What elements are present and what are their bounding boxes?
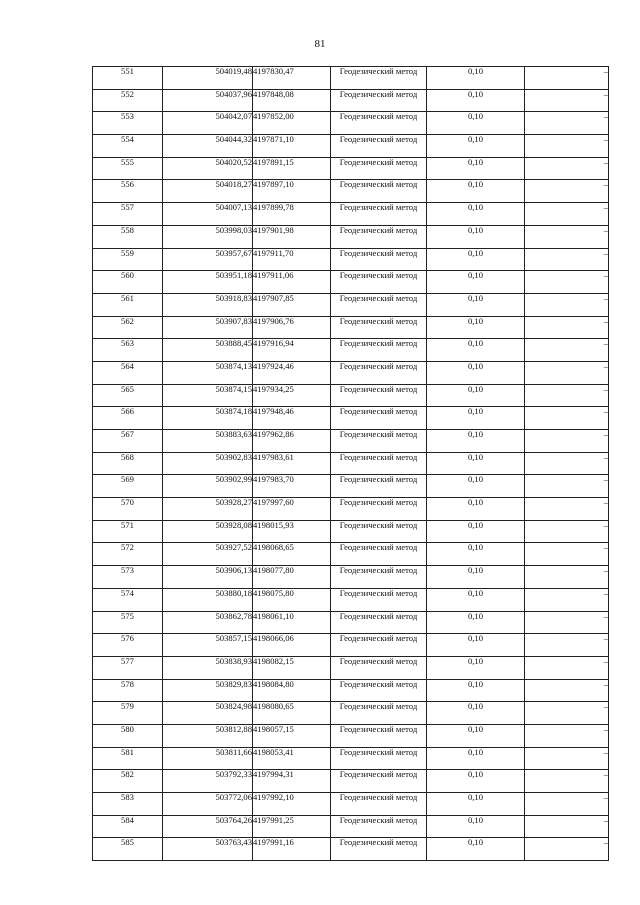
method-cell: Геодезический метод	[331, 724, 427, 747]
y-coordinate-cell: 4197852,00	[253, 112, 331, 135]
point-number-cell: 568	[93, 452, 163, 475]
y-coordinate-cell: 4198053,41	[253, 747, 331, 770]
table-row	[93, 180, 609, 203]
point-number-cell: 581	[93, 747, 163, 770]
point-number-cell: 584	[93, 815, 163, 838]
method-cell: Геодезический метод	[331, 225, 427, 248]
note-cell: –	[525, 316, 609, 339]
table-row	[93, 135, 609, 158]
accuracy-cell: 0,10	[427, 747, 525, 770]
point-number-cell: 559	[93, 248, 163, 271]
table-row	[93, 520, 609, 543]
method-cell: Геодезический метод	[331, 656, 427, 679]
y-coordinate-cell: 4198084,80	[253, 679, 331, 702]
accuracy-cell: 0,10	[427, 770, 525, 793]
note-cell: –	[525, 89, 609, 112]
table-row	[93, 543, 609, 566]
x-coordinate-cell: 503902,99	[163, 475, 253, 498]
table-row	[93, 838, 609, 861]
note-cell: –	[525, 271, 609, 294]
table-row	[93, 203, 609, 226]
note-cell: –	[525, 793, 609, 816]
y-coordinate-cell: 4197901,98	[253, 225, 331, 248]
method-cell: Геодезический метод	[331, 611, 427, 634]
x-coordinate-cell: 503918,83	[163, 293, 253, 316]
y-coordinate-cell: 4197911,70	[253, 248, 331, 271]
point-number-cell: 558	[93, 225, 163, 248]
accuracy-cell: 0,10	[427, 452, 525, 475]
x-coordinate-cell: 503957,67	[163, 248, 253, 271]
x-coordinate-cell: 503883,63	[163, 430, 253, 453]
accuracy-cell: 0,10	[427, 611, 525, 634]
point-number-cell: 577	[93, 656, 163, 679]
y-coordinate-cell: 4197906,76	[253, 316, 331, 339]
table-row	[93, 248, 609, 271]
note-cell: –	[525, 747, 609, 770]
note-cell: –	[525, 67, 609, 90]
y-coordinate-cell: 4197897,10	[253, 180, 331, 203]
y-coordinate-cell: 4198082,15	[253, 656, 331, 679]
x-coordinate-cell: 503763,43	[163, 838, 253, 861]
method-cell: Геодезический метод	[331, 770, 427, 793]
accuracy-cell: 0,10	[427, 339, 525, 362]
accuracy-cell: 0,10	[427, 89, 525, 112]
method-cell: Геодезический метод	[331, 407, 427, 430]
x-coordinate-cell: 504042,07	[163, 112, 253, 135]
note-cell: –	[525, 815, 609, 838]
y-coordinate-cell: 4197911,06	[253, 271, 331, 294]
x-coordinate-cell: 504019,48	[163, 67, 253, 90]
point-number-cell: 551	[93, 67, 163, 90]
y-coordinate-cell: 4197899,78	[253, 203, 331, 226]
table-row	[93, 67, 609, 90]
note-cell: –	[525, 566, 609, 589]
table-row	[93, 566, 609, 589]
table-row	[93, 724, 609, 747]
point-number-cell: 565	[93, 384, 163, 407]
y-coordinate-cell: 4197948,46	[253, 407, 331, 430]
accuracy-cell: 0,10	[427, 430, 525, 453]
method-cell: Геодезический метод	[331, 634, 427, 657]
method-cell: Геодезический метод	[331, 157, 427, 180]
point-number-cell: 555	[93, 157, 163, 180]
point-number-cell: 579	[93, 702, 163, 725]
accuracy-cell: 0,10	[427, 656, 525, 679]
point-number-cell: 580	[93, 724, 163, 747]
accuracy-cell: 0,10	[427, 475, 525, 498]
x-coordinate-cell: 504007,13	[163, 203, 253, 226]
x-coordinate-cell: 503824,98	[163, 702, 253, 725]
table-row	[93, 339, 609, 362]
method-cell: Геодезический метод	[331, 89, 427, 112]
table-row	[93, 588, 609, 611]
y-coordinate-cell: 4197848,08	[253, 89, 331, 112]
y-coordinate-cell: 4197871,10	[253, 135, 331, 158]
x-coordinate-cell: 503812,88	[163, 724, 253, 747]
note-cell: –	[525, 838, 609, 861]
x-coordinate-cell: 504018,27	[163, 180, 253, 203]
table-row	[93, 271, 609, 294]
y-coordinate-cell: 4197907,85	[253, 293, 331, 316]
x-coordinate-cell: 504020,52	[163, 157, 253, 180]
point-number-cell: 572	[93, 543, 163, 566]
method-cell: Геодезический метод	[331, 316, 427, 339]
y-coordinate-cell: 4198057,15	[253, 724, 331, 747]
x-coordinate-cell: 503792,33	[163, 770, 253, 793]
y-coordinate-cell: 4197916,94	[253, 339, 331, 362]
accuracy-cell: 0,10	[427, 634, 525, 657]
method-cell: Геодезический метод	[331, 838, 427, 861]
method-cell: Геодезический метод	[331, 679, 427, 702]
point-number-cell: 554	[93, 135, 163, 158]
note-cell: –	[525, 679, 609, 702]
y-coordinate-cell: 4197997,60	[253, 498, 331, 521]
x-coordinate-cell: 503906,13	[163, 566, 253, 589]
method-cell: Геодезический метод	[331, 430, 427, 453]
x-coordinate-cell: 503927,52	[163, 543, 253, 566]
y-coordinate-cell: 4197983,70	[253, 475, 331, 498]
note-cell: –	[525, 293, 609, 316]
x-coordinate-cell: 503880,18	[163, 588, 253, 611]
accuracy-cell: 0,10	[427, 588, 525, 611]
table-row	[93, 475, 609, 498]
method-cell: Геодезический метод	[331, 112, 427, 135]
accuracy-cell: 0,10	[427, 361, 525, 384]
method-cell: Геодезический метод	[331, 498, 427, 521]
x-coordinate-cell: 503902,83	[163, 452, 253, 475]
note-cell: –	[525, 361, 609, 384]
accuracy-cell: 0,10	[427, 543, 525, 566]
method-cell: Геодезический метод	[331, 203, 427, 226]
table-row	[93, 89, 609, 112]
method-cell: Геодезический метод	[331, 543, 427, 566]
x-coordinate-cell: 504037,96	[163, 89, 253, 112]
method-cell: Геодезический метод	[331, 475, 427, 498]
note-cell: –	[525, 135, 609, 158]
y-coordinate-cell: 4198068,65	[253, 543, 331, 566]
x-coordinate-cell: 503772,06	[163, 793, 253, 816]
point-number-cell: 557	[93, 203, 163, 226]
accuracy-cell: 0,10	[427, 566, 525, 589]
table-row	[93, 452, 609, 475]
method-cell: Геодезический метод	[331, 180, 427, 203]
x-coordinate-cell: 503857,15	[163, 634, 253, 657]
note-cell: –	[525, 248, 609, 271]
note-cell: –	[525, 180, 609, 203]
accuracy-cell: 0,10	[427, 316, 525, 339]
x-coordinate-cell: 503829,83	[163, 679, 253, 702]
point-number-cell: 582	[93, 770, 163, 793]
y-coordinate-cell: 4197991,16	[253, 838, 331, 861]
note-cell: –	[525, 475, 609, 498]
note-cell: –	[525, 452, 609, 475]
table-row	[93, 407, 609, 430]
table-row	[93, 611, 609, 634]
point-number-cell: 574	[93, 588, 163, 611]
accuracy-cell: 0,10	[427, 225, 525, 248]
point-number-cell: 585	[93, 838, 163, 861]
note-cell: –	[525, 656, 609, 679]
table-row	[93, 225, 609, 248]
note-cell: –	[525, 588, 609, 611]
method-cell: Геодезический метод	[331, 702, 427, 725]
method-cell: Геодезический метод	[331, 361, 427, 384]
method-cell: Геодезический метод	[331, 815, 427, 838]
accuracy-cell: 0,10	[427, 248, 525, 271]
point-number-cell: 566	[93, 407, 163, 430]
table-row	[93, 112, 609, 135]
accuracy-cell: 0,10	[427, 384, 525, 407]
table-row	[93, 498, 609, 521]
note-cell: –	[525, 112, 609, 135]
point-number-cell: 578	[93, 679, 163, 702]
method-cell: Геодезический метод	[331, 271, 427, 294]
table-row	[93, 157, 609, 180]
note-cell: –	[525, 203, 609, 226]
note-cell: –	[525, 770, 609, 793]
method-cell: Геодезический метод	[331, 384, 427, 407]
table-row	[93, 316, 609, 339]
table-row	[93, 634, 609, 657]
x-coordinate-cell: 503874,13	[163, 361, 253, 384]
table-row	[93, 770, 609, 793]
x-coordinate-cell: 503928,08	[163, 520, 253, 543]
y-coordinate-cell: 4197830,47	[253, 67, 331, 90]
note-cell: –	[525, 157, 609, 180]
accuracy-cell: 0,10	[427, 498, 525, 521]
x-coordinate-cell: 503764,26	[163, 815, 253, 838]
point-number-cell: 564	[93, 361, 163, 384]
coordinates-table-body	[93, 67, 609, 861]
accuracy-cell: 0,10	[427, 793, 525, 816]
x-coordinate-cell: 503951,18	[163, 271, 253, 294]
note-cell: –	[525, 384, 609, 407]
y-coordinate-cell: 4198077,80	[253, 566, 331, 589]
method-cell: Геодезический метод	[331, 793, 427, 816]
method-cell: Геодезический метод	[331, 588, 427, 611]
point-number-cell: 569	[93, 475, 163, 498]
point-number-cell: 571	[93, 520, 163, 543]
x-coordinate-cell: 503998,03	[163, 225, 253, 248]
x-coordinate-cell: 503862,78	[163, 611, 253, 634]
coordinates-table	[92, 66, 609, 861]
accuracy-cell: 0,10	[427, 815, 525, 838]
y-coordinate-cell: 4197991,25	[253, 815, 331, 838]
accuracy-cell: 0,10	[427, 724, 525, 747]
accuracy-cell: 0,10	[427, 407, 525, 430]
point-number-cell: 570	[93, 498, 163, 521]
point-number-cell: 563	[93, 339, 163, 362]
note-cell: –	[525, 543, 609, 566]
y-coordinate-cell: 4198061,10	[253, 611, 331, 634]
point-number-cell: 573	[93, 566, 163, 589]
point-number-cell: 561	[93, 293, 163, 316]
method-cell: Геодезический метод	[331, 339, 427, 362]
note-cell: –	[525, 634, 609, 657]
accuracy-cell: 0,10	[427, 702, 525, 725]
y-coordinate-cell: 4198075,80	[253, 588, 331, 611]
table-row	[93, 747, 609, 770]
accuracy-cell: 0,10	[427, 520, 525, 543]
accuracy-cell: 0,10	[427, 112, 525, 135]
accuracy-cell: 0,10	[427, 67, 525, 90]
accuracy-cell: 0,10	[427, 203, 525, 226]
x-coordinate-cell: 503811,66	[163, 747, 253, 770]
table-row	[93, 293, 609, 316]
y-coordinate-cell: 4197994,31	[253, 770, 331, 793]
point-number-cell: 556	[93, 180, 163, 203]
point-number-cell: 583	[93, 793, 163, 816]
note-cell: –	[525, 724, 609, 747]
point-number-cell: 567	[93, 430, 163, 453]
note-cell: –	[525, 611, 609, 634]
table-row	[93, 430, 609, 453]
method-cell: Геодезический метод	[331, 248, 427, 271]
y-coordinate-cell: 4198066,06	[253, 634, 331, 657]
accuracy-cell: 0,10	[427, 271, 525, 294]
table-row	[93, 384, 609, 407]
table-row	[93, 361, 609, 384]
note-cell: –	[525, 498, 609, 521]
method-cell: Геодезический метод	[331, 747, 427, 770]
note-cell: –	[525, 339, 609, 362]
table-row	[93, 793, 609, 816]
point-number-cell: 552	[93, 89, 163, 112]
y-coordinate-cell: 4198015,93	[253, 520, 331, 543]
method-cell: Геодезический метод	[331, 520, 427, 543]
x-coordinate-cell: 503838,93	[163, 656, 253, 679]
x-coordinate-cell: 504044,32	[163, 135, 253, 158]
accuracy-cell: 0,10	[427, 679, 525, 702]
table-row	[93, 702, 609, 725]
method-cell: Геодезический метод	[331, 566, 427, 589]
x-coordinate-cell: 503907,83	[163, 316, 253, 339]
accuracy-cell: 0,10	[427, 180, 525, 203]
point-number-cell: 576	[93, 634, 163, 657]
y-coordinate-cell: 4198080,65	[253, 702, 331, 725]
y-coordinate-cell: 4197934,25	[253, 384, 331, 407]
accuracy-cell: 0,10	[427, 838, 525, 861]
point-number-cell: 562	[93, 316, 163, 339]
accuracy-cell: 0,10	[427, 157, 525, 180]
note-cell: –	[525, 225, 609, 248]
y-coordinate-cell: 4197983,61	[253, 452, 331, 475]
point-number-cell: 575	[93, 611, 163, 634]
note-cell: –	[525, 520, 609, 543]
x-coordinate-cell: 503888,45	[163, 339, 253, 362]
note-cell: –	[525, 702, 609, 725]
method-cell: Геодезический метод	[331, 67, 427, 90]
accuracy-cell: 0,10	[427, 135, 525, 158]
y-coordinate-cell: 4197992,10	[253, 793, 331, 816]
method-cell: Геодезический метод	[331, 452, 427, 475]
y-coordinate-cell: 4197962,86	[253, 430, 331, 453]
accuracy-cell: 0,10	[427, 293, 525, 316]
x-coordinate-cell: 503874,15	[163, 384, 253, 407]
point-number-cell: 560	[93, 271, 163, 294]
note-cell: –	[525, 407, 609, 430]
note-cell: –	[525, 430, 609, 453]
x-coordinate-cell: 503928,27	[163, 498, 253, 521]
point-number-cell: 553	[93, 112, 163, 135]
y-coordinate-cell: 4197924,46	[253, 361, 331, 384]
table-row	[93, 679, 609, 702]
x-coordinate-cell: 503874,18	[163, 407, 253, 430]
y-coordinate-cell: 4197891,15	[253, 157, 331, 180]
method-cell: Геодезический метод	[331, 135, 427, 158]
method-cell: Геодезический метод	[331, 293, 427, 316]
table-row	[93, 815, 609, 838]
table-row	[93, 656, 609, 679]
page-number: 81	[314, 38, 326, 50]
